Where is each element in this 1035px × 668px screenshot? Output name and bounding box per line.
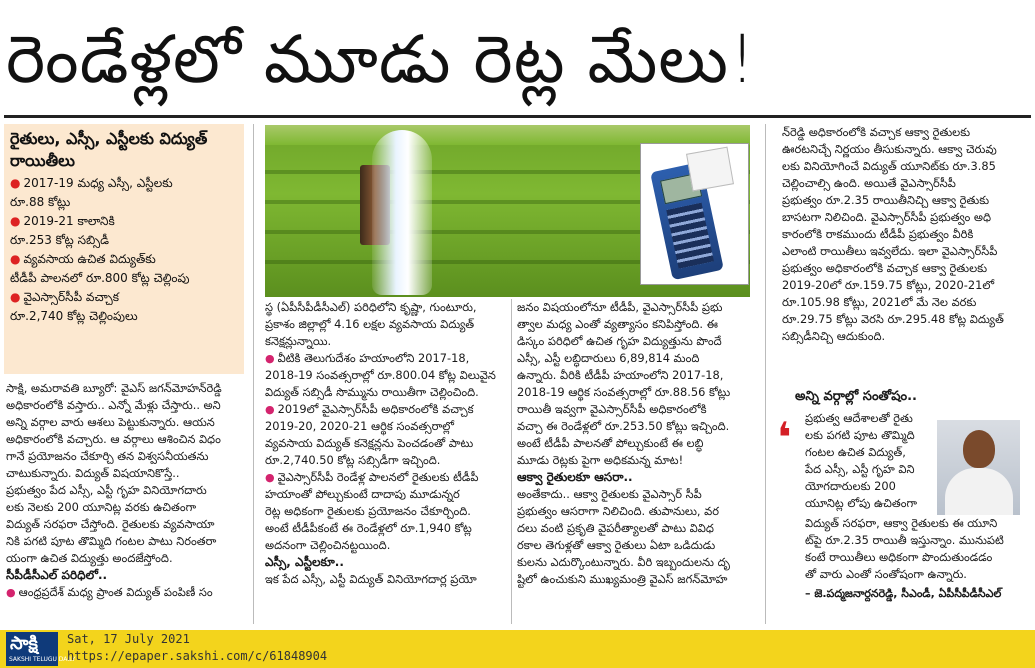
water-stream-image [372, 130, 432, 295]
column-divider [511, 299, 512, 624]
text-line: ట్‌పై రూ.2.35 రాయితీ ఇస్తున్నాం. మునుపటి [805, 533, 1004, 547]
summary-item [4, 212, 244, 231]
text-line: హయాంతో పోల్చుకుంటే దాదాపు మూడున్నర [265, 487, 460, 501]
article-column-1 [6, 380, 246, 620]
article-column-3 [517, 299, 757, 619]
text-line: స్థ (ఏపీసీపీడీసీఎల్) పరిధిలోని కృష్ణా, గుంటూరు, [265, 300, 477, 314]
text-line: న్‌రెడ్డి అధికారంలోకి వచ్చాక ఆక్వా రైతులకు [782, 125, 971, 139]
summary-item [4, 174, 244, 193]
text-line: దలు వంటి ప్రకృతి వైపరీత్యాలతో పాటు వివిధ [517, 521, 714, 535]
summary-item-value: రూ.253 కోట్ల సబ్సిడీ [10, 233, 110, 247]
quote-text-wide [805, 515, 1030, 627]
subheading: ఎస్సీ, ఎస్టీలకూ.. [265, 555, 344, 569]
text-line: రూ.2,740.50 కోట్ల సబ్సిడీగా ఇచ్చింది. [265, 453, 441, 467]
text-line: అధికారంలోకి వచ్చారు. ఆ వర్గాలు ఆశించిన విధం [6, 432, 221, 446]
article-column-2 [265, 299, 505, 619]
summary-item-value: రూ.2,740 కోట్ల చెల్లింపులు [10, 309, 138, 323]
text-line: యంగా ఉచిత విద్యుత్తు అందజేస్తోంది. [6, 551, 173, 565]
text-line: ప్రభుత్వ ఆదేశాలతో రైతు [805, 411, 913, 425]
text-line: అధికారంలోకి వస్తారు.. ఎన్నో మేళ్లు చేస్తారు.. అని [6, 398, 221, 412]
text-line: యూనిట్ల లోపు ఉచితంగా [805, 496, 917, 510]
text-line: తో వారు ఎంతో సంతోషంగా ఉన్నారు. [805, 567, 967, 581]
quote-title: అన్ని వర్గాల్లో సంతోషం.. [795, 389, 917, 404]
text-line-content: ఆంధ్రప్రదేశ్ మధ్య ప్రాంత విద్యుత్ పంపిణీ సం [18, 585, 213, 599]
quote-mark-icon: ❛ [777, 413, 792, 462]
text-line: ఇక పేద ఎస్సీ, ఎస్టీ విద్యుత్ వినియోగదార్ల ప్రయో [265, 572, 477, 586]
text-line: ప్రభుత్వం అధికారంలోకి వచ్చాక ఆక్వా రైతులకు [782, 261, 988, 275]
text-line: విద్యుత్ సరఫరా, ఆక్వా రైతులకు ఈ యూని [805, 516, 998, 530]
text-line: 2018-19 ఆర్థిక సంవత్సరాల్లో రూ.88.56 కోట్లు [517, 385, 731, 399]
summary-item [4, 288, 244, 307]
text-line: 2018-19 సంవత్సరాల్లో రూ.800.04 కోట్ల విలువైన [265, 368, 496, 382]
edition-date: Sat, 17 July 2021 [67, 632, 190, 646]
headline-rule [4, 115, 1031, 118]
text-line: విద్యుత్ సరఫరా చేస్తోంది. రైతులకు వ్యవసాయా [6, 517, 215, 531]
column-divider [253, 124, 254, 624]
quote-attribution: – జె.పద్మజనార్దనరెడ్డి, సీఎండీ, ఏపీసీపీడీసీఎల్ [805, 587, 1002, 600]
sakshi-logo[interactable] [6, 632, 76, 666]
text-line: అంటే టీడీపీకంటే ఈ రెండేళ్లలో రూ.1,940 కోట్ల [265, 521, 472, 535]
text-line: ఎస్సీ, ఎస్టీ లబ్ధిదారులు 6,89,814 మంది [517, 351, 700, 365]
text-line: రూ.105.98 కోట్లు, 2021లో మే నెల వరకు [782, 295, 977, 309]
subheading: ఆక్వా రైతులకూ ఆసరా.. [517, 470, 633, 484]
summary-item-line1: వైఎస్సార్‌సీపీ వచ్చాక [23, 290, 120, 304]
bullet-icon: ● [265, 352, 275, 365]
bullet-icon: ● [265, 471, 275, 484]
text-line: విద్యుత్ సబ్సిడీ సొమ్మును రాయితీగా చెల్లించింది. [265, 385, 479, 399]
text-line: చాటుకున్నారు. విద్యుత్ విషయానికొస్తే.. [6, 466, 180, 480]
summary-item-line1: వ్యవసాయ ఉచిత విద్యుత్‌కు [23, 252, 156, 266]
quote-text-narrow [805, 410, 933, 515]
official-portrait-photo [937, 420, 1020, 515]
bullet-icon: ● [6, 586, 16, 599]
text-line: త్వాల మధ్య ఎంతో వ్యత్యాసం కనిపిస్తోంది. ఈ [517, 317, 718, 331]
text-line: గంటల ఉచిత విద్యుత్, [805, 445, 906, 459]
text-line: వ్యవసాయ విద్యుత్ కనెక్షన్లను పెంచడంతో పాటు [265, 436, 474, 450]
portrait-head [963, 430, 995, 468]
article-column-4 [782, 124, 1030, 349]
bullet-icon: ● [10, 214, 21, 228]
summary-item [4, 250, 244, 269]
text-line: పేద ఎస్సీ, ఎస్టీ గృహ విని [805, 462, 915, 476]
text-line: ఊరటనిచ్చే నిర్ణయం తీసుకున్నారు. ఆక్వా చెరువు [782, 142, 997, 156]
text-line: అంటే టీడీపీ పాలనతో పోల్చుకుంటే ఈ లబ్ధి [517, 436, 704, 450]
subheading: సీపీడీసీఎల్ పరిధిలో.. [6, 568, 108, 582]
device-keypad [666, 203, 714, 269]
text-line: సబ్సిడీనిచ్చి ఆదుకుంది. [782, 329, 886, 343]
receipt-paper-image [686, 147, 734, 192]
summary-item-line1: 2019-21 కాలానికి [23, 214, 115, 228]
text-line: ప్రభుత్వం పేద ఎస్సీ, ఎస్టీ గృహ వినియోగదారు [6, 483, 207, 497]
text-line-content: వైఎస్సార్‌సీపీ రెండేళ్ల పాలనలో రైతులకు టీడీపీ [277, 470, 479, 484]
text-line: డిస్కం పరిధిలో ఉచిత గృహ విద్యుత్తును పొందే [517, 334, 722, 348]
text-line: నికి పగటి పూట తొమ్మిది గంటల పాటు నిరంతరా [6, 534, 217, 548]
quote-box-title [795, 388, 1030, 410]
text-line: యోగదారులకు 200 [805, 479, 896, 493]
text-line [265, 469, 505, 486]
bullet-icon: ● [10, 290, 21, 304]
logo-tagline: SAKSHI TELUGU DAILY [9, 656, 76, 663]
text-line: బాసటగా నిలిచింది. వైఎస్సార్‌సీపీ ప్రభుత్వం అధి [782, 210, 992, 224]
headline: రెండేళ్లలో మూడు రెట్ల మేలు! [6, 21, 757, 98]
bullet-icon: ● [10, 252, 21, 266]
text-line: లకు వినియోగించే విద్యుత్ యూనిట్‌కు రూ.3.85 [782, 159, 996, 173]
epaper-url-link[interactable]: https://epaper.sakshi.com/c/61848904 [67, 649, 328, 663]
text-line: చెల్లించాల్సి ఉంది. అయితే వైఎస్సార్‌సీపీ [782, 176, 956, 190]
text-line: రూ.29.75 కోట్లు వెరసి రూ.295.48 కోట్ల విద్యుత్ [782, 312, 1004, 326]
text-line: జనం విషయంలోనూ టీడీపీ, వైఎస్సార్‌సీపీ ప్రభు [517, 300, 723, 314]
text-line: రకాల తెగుళ్లతో ఆక్వా రైతులు ఏటా ఒడిదుడు [517, 538, 716, 552]
column-divider [765, 124, 766, 624]
summary-item-value: టీడీపీ పాలనలో రూ.800 కోట్ల చెల్లింపు [10, 271, 190, 285]
bullet-icon: ● [10, 176, 21, 190]
text-line: 2019-20లో రూ.159.75 కోట్లు, 2020-21లో [782, 278, 995, 292]
text-line: ప్రభుత్వం రూ.2.35 రాయితీనిచ్చి ఆక్వా రైతుకు [782, 193, 990, 207]
text-line-content: వీటికి తెలుగుదేశం హయాంలోని 2017-18, [277, 351, 470, 365]
text-line: అన్ని వర్గాల వారు ఆశలు పెట్టుకున్నారు. ఆయన [6, 415, 215, 429]
billing-machine-photo [640, 143, 749, 285]
text-line [265, 350, 505, 367]
portrait-body [945, 468, 1013, 515]
text-line: గానే ప్రయోజనం చేకూర్చి తన విశ్వసనీయతను [6, 449, 209, 463]
text-line: ఎలాంటి రాయితీలు ఇవ్వలేదు. ఇలా వైఎస్సార్‌సీపీ [782, 244, 998, 258]
text-line: కంటే రాయితీలు అధికంగా పొందుతుండడం [805, 550, 993, 564]
text-line: కారంలోకి రాకముందు టీడీపీ ప్రభుత్వం వీరికి [782, 227, 974, 241]
text-line: వచ్చా ఈ రెండేళ్లలో రూ.253.50 కోట్లు ఇచ్చింది. [517, 419, 730, 433]
photo-sky [265, 125, 750, 145]
text-line: సాక్షి, అమరావతి బ్యూరో: వైఎస్ జగన్‌మోహన్‌రెడ్డి [6, 381, 222, 395]
text-line [6, 584, 246, 601]
text-line: అదనంగా చెల్లించినట్టయింది. [265, 538, 391, 552]
text-line: రెట్ల అధికంగా రైతులకు ప్రయోజనం చేకూర్చింది. [265, 504, 471, 518]
text-line [265, 401, 505, 418]
text-line: ఉన్నారు. వీరికి టీడీపీ హయాంలోని 2017-18, [517, 368, 724, 382]
text-line: లకు పగటి పూట తొమ్మిది [805, 428, 915, 442]
text-line: అంతేకాదు.. ఆక్వా రైతులకు వైఎస్సార్ సీపీ [517, 487, 702, 501]
summary-item-line1: 2017-19 మధ్య ఎస్సీ, ఎస్టీలకు [23, 176, 173, 190]
logo-text: సాక్షి [10, 633, 38, 654]
text-line: ప్రకాశం జిల్లాల్లో 4.16 లక్షల వ్యవసాయ విద్యుత్ [265, 317, 475, 331]
text-line: కులను ఎదుర్కొంటున్నారు. వీరి ఇబ్బందులను దృ [517, 555, 730, 569]
text-line: ప్రభుత్వం ఆసరాగా నిలిచింది. తుపానులు, వర [517, 504, 719, 518]
text-line: 2019-20, 2020-21 ఆర్థిక సంవత్సరాల్లో [265, 419, 454, 433]
text-line: కనెక్షన్లున్నాయి. [265, 334, 332, 348]
bullet-icon: ● [265, 403, 275, 416]
text-line: లకు నెలకు 200 యూనిట్ల వరకు ఉచితంగా [6, 500, 197, 514]
text-line-content: 2019లో వైఎస్సార్‌సీపీ అధికారంలోకి వచ్చాక [277, 402, 474, 416]
text-line: రాయితీ ఇవ్వగా వైఎస్సార్‌సీపీ అధికారంలోకి [517, 402, 707, 416]
subsidy-summary-box [4, 124, 244, 374]
text-line: మూడు రెట్లకు పైగా అధికమన్న మాట! [517, 453, 684, 467]
text-line: ష్టిలో ఉంచుకుని ముఖ్యమంత్రి వైఎస్ జగన్‌మోహ [517, 572, 728, 586]
summary-item-value: రూ.88 కోట్లు [10, 195, 71, 209]
summary-box-title: రైతులు, ఎస్సీ, ఎస్టీలకు విద్యుత్ రాయితీలు [10, 129, 208, 170]
